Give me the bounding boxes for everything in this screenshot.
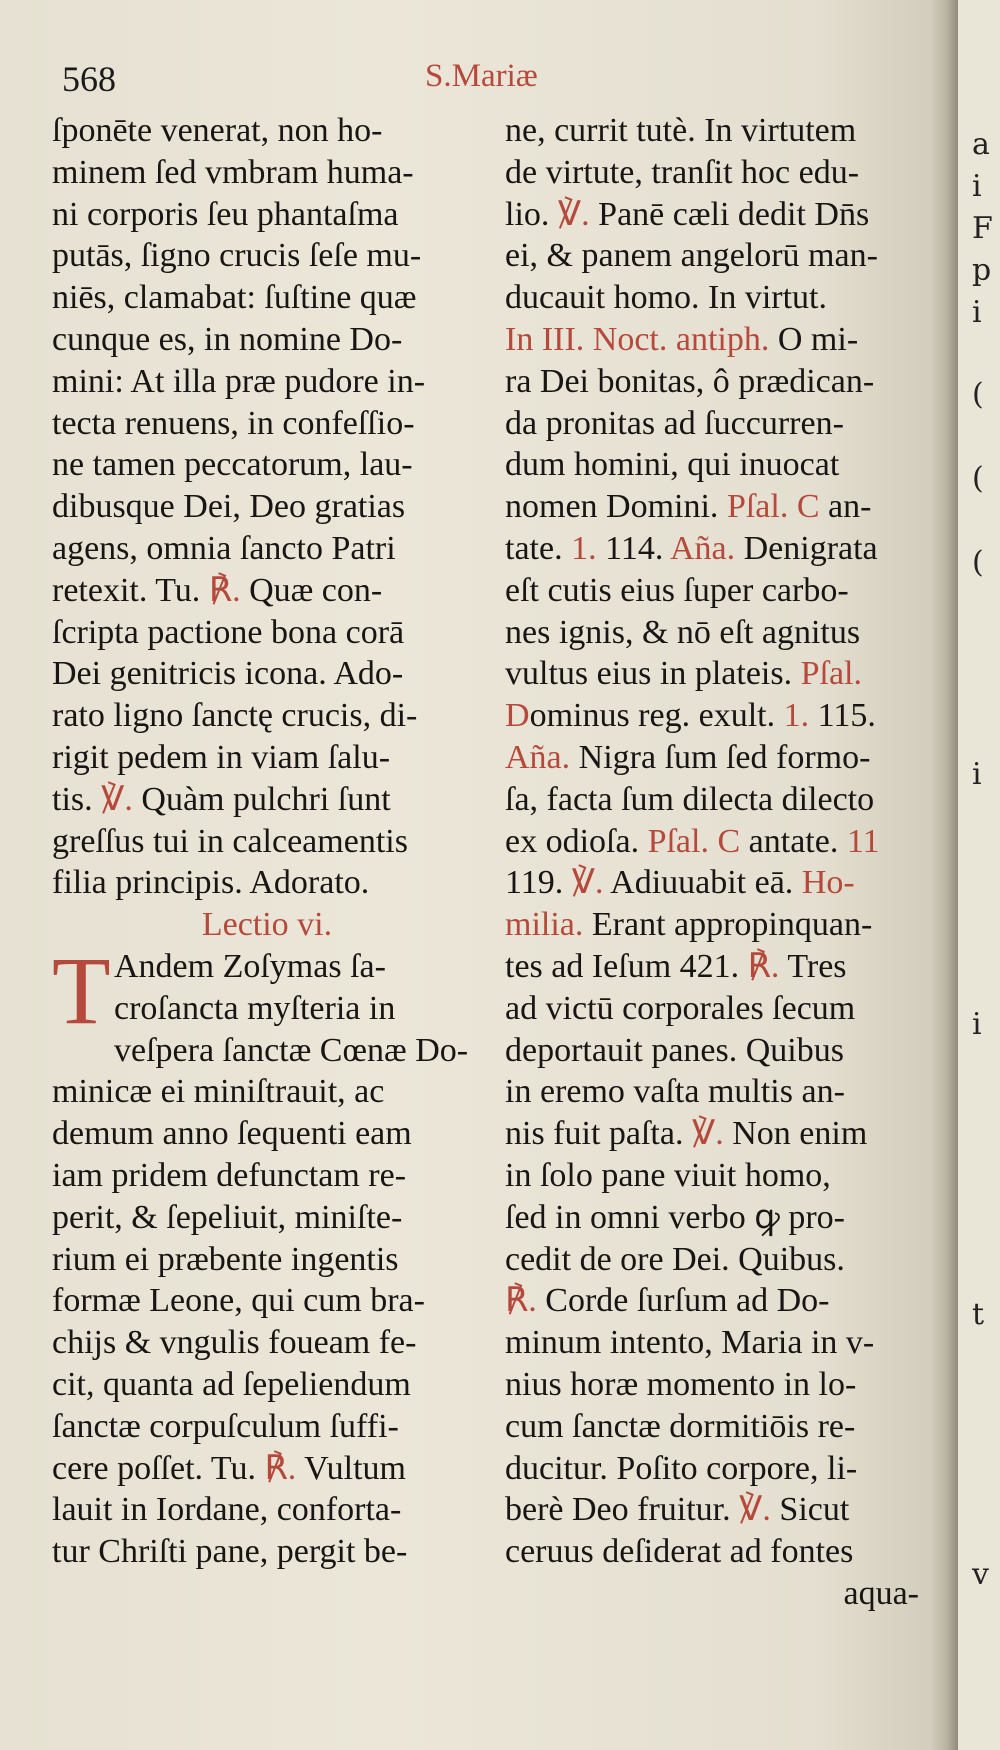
- versicle-sign: ℣.: [571, 864, 604, 902]
- text-line: de virtute, tranſit hoc edu-: [505, 153, 860, 191]
- rubric: 1.: [571, 529, 597, 567]
- text-line: Dei genitricis icona. Ado-: [52, 655, 404, 693]
- text-line: minem ſed vmbram huma-: [52, 153, 414, 191]
- rubric: Pſal. C: [726, 488, 820, 526]
- lectio-heading: Lectio vi.: [201, 906, 333, 944]
- text-segment: Corde ſurſum ad Do-: [536, 1282, 830, 1320]
- text-line: formæ Leone, qui cum bra-: [52, 1282, 425, 1320]
- text-line: minicæ ei miniſtrauit, ac: [52, 1073, 385, 1111]
- text-segment: tate.: [505, 529, 572, 567]
- text-line: rigit pedem in viam ſalu-: [52, 738, 391, 776]
- text-line: ne tamen peccatorum, lau-: [52, 446, 413, 484]
- text-line: [505, 737, 925, 779]
- text-line: [505, 821, 925, 863]
- text-segment: retexit. Tu.: [52, 571, 209, 609]
- text-segment: ominus reg. exult.: [529, 697, 784, 735]
- text-line: cunque es, in nomine Do-: [52, 320, 403, 358]
- versicle-sign: ℣.: [557, 195, 590, 233]
- text-segment: 119.: [505, 864, 572, 902]
- text-line: ei, & panem angelorū man-: [505, 237, 878, 275]
- rubric: 11: [846, 822, 880, 860]
- text-line: ſponēte venerat, non ho-: [52, 112, 383, 149]
- text-line: in ſolo pane viuit homo,: [505, 1156, 831, 1194]
- running-title: S.Mariæ: [425, 58, 538, 94]
- next-page-fragment: t: [972, 1297, 985, 1332]
- text-line: Andem Zoſymas ſa-: [114, 947, 386, 985]
- text-line: eſt cutis eius ſuper carbo-: [505, 571, 849, 609]
- text-segment: Adiuuabit eā.: [603, 864, 802, 902]
- next-page-fragment: (: [972, 461, 984, 496]
- text-segment: lio.: [505, 195, 558, 233]
- text-line: [52, 779, 482, 821]
- rubric: 1.: [783, 697, 810, 735]
- text-line: [505, 946, 925, 988]
- catchword: aqua-: [843, 1574, 919, 1612]
- text-line: tur Chriſti pane, pergit be-: [52, 1533, 408, 1571]
- text-line: tecta renuens, in confeſſio-: [52, 404, 415, 442]
- text-segment: tes ad Ieſum 421.: [505, 947, 748, 985]
- text-line: minum intento, Maria in v-: [505, 1324, 875, 1362]
- page-number: 568: [62, 59, 116, 99]
- text-line: demum anno ſequenti eam: [52, 1115, 412, 1153]
- text-line: nes ignis, & nō eſt agnitus: [505, 613, 861, 651]
- text-segment: Tres: [779, 947, 847, 985]
- text-line: croſancta myſteria in: [114, 989, 396, 1027]
- rubric: Pſal. C: [647, 822, 741, 860]
- text-line: putās, ſigno crucis ſeſe mu-: [52, 237, 422, 275]
- next-page-fragment: p: [972, 253, 992, 288]
- text-line: [505, 653, 925, 695]
- text-segment: vultus eius in plateis.: [505, 655, 801, 693]
- rubric: Aña.: [669, 529, 736, 567]
- text-line: perit, & ſepeliuit, miniſte-: [52, 1198, 403, 1236]
- text-line: greſſus tui in calceamentis: [52, 822, 408, 860]
- responsory-sign: ℟.: [505, 1282, 537, 1320]
- next-page-fragment: v: [972, 1557, 989, 1592]
- text-line: dum homini, qui inuocat: [505, 446, 840, 484]
- text-line: cedit de ore Dei. Quibus.: [505, 1240, 845, 1278]
- text-line: ſed in omni verbo ꝙ pro-: [505, 1198, 845, 1236]
- text-line: in eremo vaſta multis an-: [505, 1073, 845, 1111]
- text-line: ſanctæ corpuſculum ſuffi-: [52, 1407, 399, 1445]
- drop-cap-initial: T: [52, 936, 111, 1044]
- responsory-sign: ℟.: [208, 571, 241, 609]
- text-line: [505, 695, 925, 737]
- next-page-fragment: (: [972, 377, 984, 412]
- text-segment: ex odioſa.: [505, 822, 648, 860]
- text-line: ducitur. Poſito corpore, li-: [505, 1449, 858, 1487]
- text-line: deportauit panes. Quibus: [505, 1031, 844, 1069]
- text-line: [52, 1448, 482, 1490]
- text-line: mini: At illa præ pudore in-: [52, 362, 426, 400]
- text-segment: an-: [819, 488, 872, 526]
- text-line: cum ſanctæ dormitiōis re-: [505, 1407, 856, 1445]
- text-segment: Non enim: [723, 1115, 868, 1153]
- text-segment: 115.: [809, 697, 876, 735]
- text-segment: Vultum: [296, 1449, 406, 1487]
- next-page-fragment: i: [972, 169, 982, 204]
- text-line: [505, 194, 925, 236]
- text-line: iam pridem defunctam re-: [52, 1156, 407, 1194]
- text-line: [505, 1489, 925, 1531]
- text-segment: 114.: [596, 529, 670, 567]
- text-line: [505, 904, 925, 946]
- text-line: agens, omnia ſancto Patri: [52, 529, 396, 567]
- text-segment: Nigra ſum ſed formo-: [570, 738, 871, 776]
- rubric: D: [505, 697, 530, 735]
- text-segment: tis.: [52, 780, 102, 818]
- rubric: Pſal.: [800, 655, 862, 693]
- next-page-fragment: i: [972, 1007, 982, 1042]
- text-line: [505, 528, 925, 570]
- text-line: [505, 319, 925, 361]
- text-line: [505, 1280, 925, 1322]
- next-page-fragment: F: [972, 211, 993, 246]
- text-line: ne, currit tutè. In virtutem: [505, 112, 857, 149]
- responsory-sign: ℟.: [747, 947, 780, 985]
- text-line: rato ligno ſanctę crucis, di-: [52, 697, 418, 735]
- text-line: da pronitas ad ſuccurren-: [505, 404, 844, 442]
- rubric: milia.: [505, 906, 584, 944]
- text-line: ni corporis ſeu phantaſma: [52, 195, 399, 233]
- text-line: lauit in Iordane, conforta-: [52, 1491, 402, 1529]
- text-line: ad victū corporales ſecum: [505, 989, 856, 1027]
- next-page-fragment: i: [972, 295, 982, 330]
- rubric: In III. Noct. antiph.: [505, 320, 770, 358]
- next-page-fragment: i: [972, 757, 982, 792]
- text-segment: nomen Domini.: [505, 488, 727, 526]
- text-segment: berè Deo fruitur.: [505, 1491, 740, 1529]
- rubric: Ho-: [801, 864, 855, 902]
- next-page-edge: [958, 0, 1000, 1750]
- text-line: filia principis. Adorato.: [52, 864, 370, 902]
- text-line: cit, quanta ad ſepeliendum: [52, 1365, 411, 1403]
- right-column: [505, 110, 925, 1615]
- text-segment: Denigrata: [735, 529, 878, 567]
- left-column: [52, 110, 482, 1573]
- text-line: [52, 570, 482, 612]
- text-line: ducauit homo. In virtut.: [505, 279, 828, 317]
- text-segment: Sicut: [770, 1491, 850, 1529]
- rubric: Aña.: [505, 738, 571, 776]
- lectio-block: [52, 936, 482, 1448]
- text-line: ra Dei bonitas, ô prædican-: [505, 362, 875, 400]
- page-gutter: [930, 0, 958, 1750]
- next-page-fragment: a: [972, 127, 990, 162]
- text-line: niēs, clamabat: ſuſtine quæ: [52, 279, 417, 317]
- text-line: veſpera ſanctæ Cœnæ Do-: [114, 1031, 469, 1069]
- versicle-sign: ℣.: [691, 1115, 724, 1153]
- text-line: chijs & vngulis foueam fe-: [52, 1324, 417, 1362]
- versicle-sign: ℣.: [739, 1491, 771, 1529]
- text-segment: Quàm pulchri ſunt: [132, 780, 391, 818]
- text-line: [505, 486, 925, 528]
- text-line: [505, 862, 925, 904]
- text-line: dibusque Dei, Deo gratias: [52, 488, 406, 526]
- text-line: [505, 1113, 925, 1155]
- text-line: nius horæ momento in lo-: [505, 1365, 857, 1403]
- text-segment: Panē cæli dedit Dn̄s: [589, 195, 870, 233]
- text-line: rium ei præbente ingentis: [52, 1240, 399, 1278]
- text-line: ſa, facta ſum dilecta dilecto: [505, 780, 875, 818]
- text-line: ceruus deſiderat ad fontes: [505, 1533, 854, 1571]
- next-page-fragment: (: [972, 545, 984, 580]
- text-segment: cere poſſet. Tu.: [52, 1449, 265, 1487]
- text-segment: antate.: [740, 822, 847, 860]
- text-line: ſcripta pactione bona corā: [52, 613, 405, 651]
- text-segment: Erant appropinquan-: [583, 906, 873, 944]
- responsory-sign: ℟.: [264, 1449, 297, 1487]
- text-segment: nis fuit paſta.: [505, 1115, 692, 1153]
- text-segment: Quæ con-: [240, 571, 383, 609]
- text-segment: O mi-: [769, 320, 859, 358]
- versicle-sign: ℣.: [101, 780, 133, 818]
